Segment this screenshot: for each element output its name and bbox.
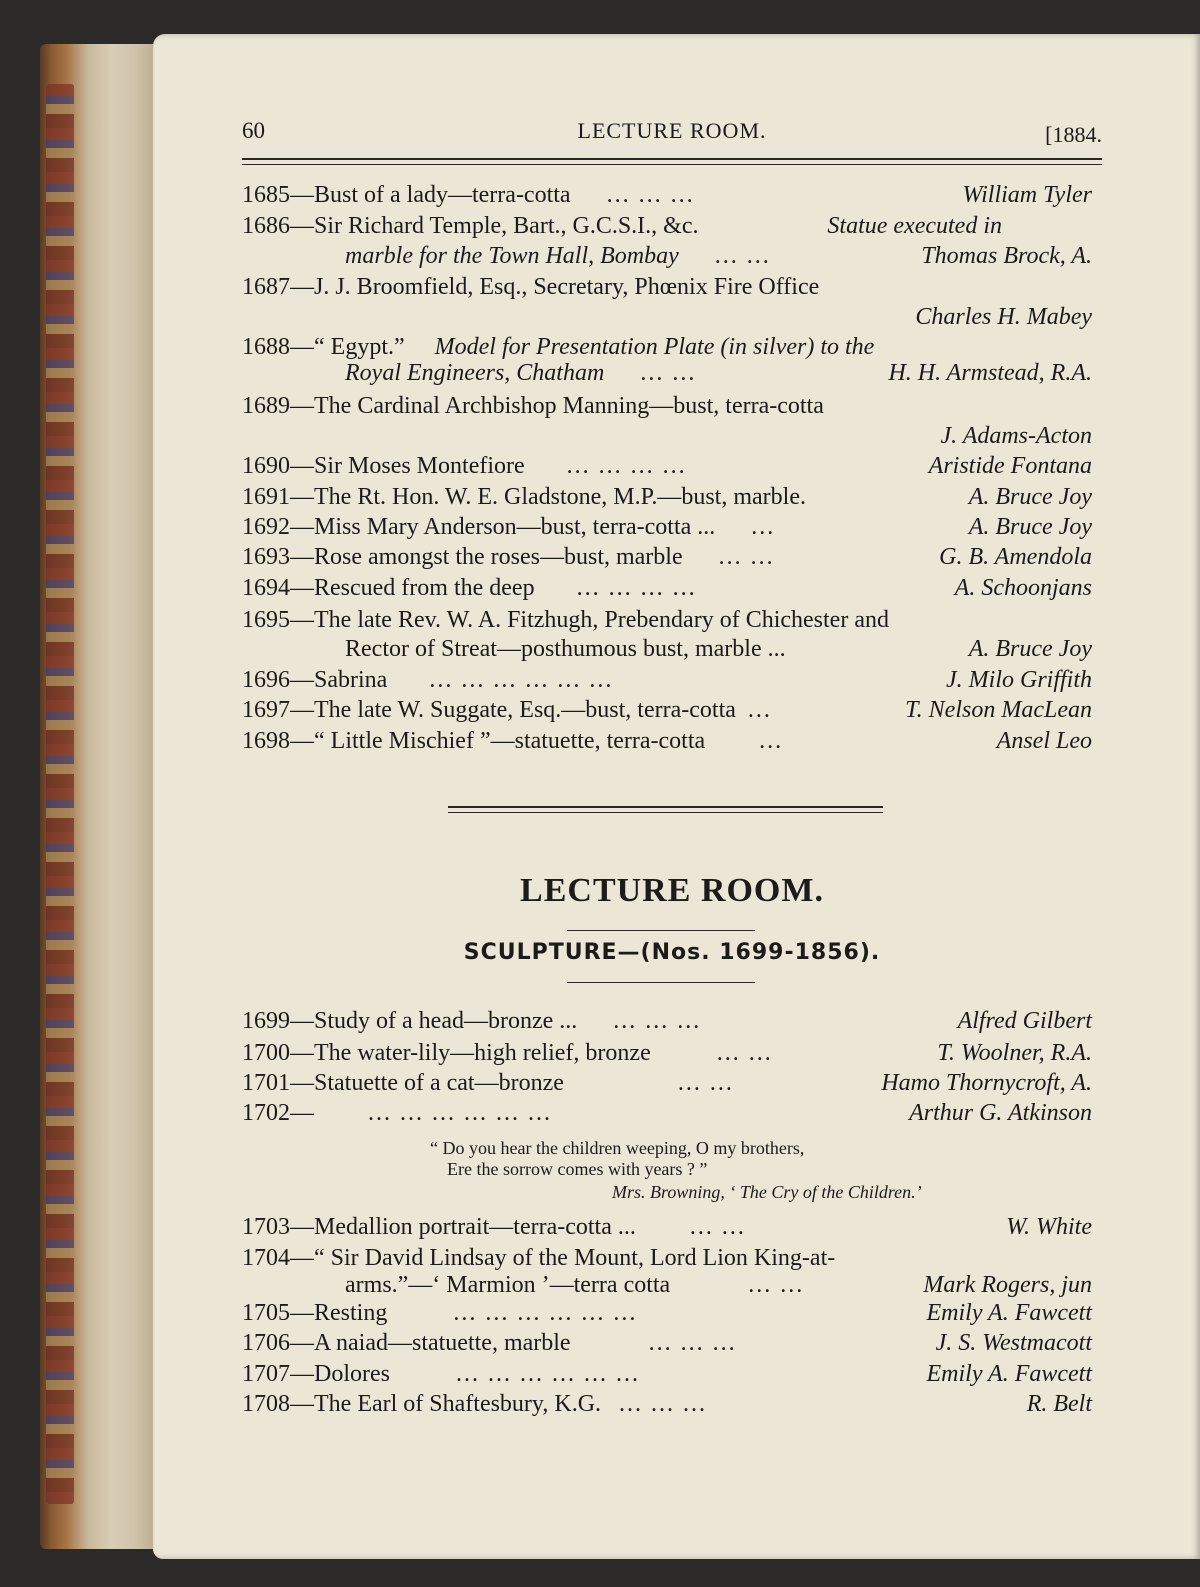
- header-rule: [242, 158, 1102, 160]
- entry-1705: [242, 1298, 1092, 1328]
- artist-name: Emily A. Fawcett: [926, 1300, 1092, 1326]
- section-subtitle: SCULPTURE—(Nos. 1699-1856).: [463, 940, 881, 965]
- entry-title: 1702—: [242, 1100, 314, 1126]
- page-number: 60: [242, 118, 265, 143]
- leader-dots: ... ... ... ... ... ...: [455, 1361, 640, 1387]
- entry-1693: [242, 542, 1092, 572]
- entry-title: 1704—“ Sir David Lindsay of the Mount, Lord Lion King-at-: [242, 1245, 836, 1271]
- leader-dots: ... ... ...: [619, 1391, 708, 1417]
- leader-dots: ...: [759, 728, 784, 754]
- running-head: [242, 118, 1102, 150]
- entry-1688-cont: [345, 358, 1092, 388]
- artist-name: Aristide Fontana: [928, 453, 1092, 479]
- entry-title: 1685—Bust of a lady—terra-cotta: [242, 182, 571, 208]
- quote-line-2: Ere the sorrow comes with years ? ”: [447, 1159, 708, 1179]
- header-rule-thin: [242, 164, 1102, 165]
- artist-name: Emily A. Fawcett: [926, 1361, 1092, 1387]
- leader-dots: ... ... ... ... ... ...: [453, 1300, 638, 1326]
- artist-name: Arthur G. Atkinson: [909, 1100, 1092, 1126]
- entry-title: 1697—The late W. Suggate, Esq.—bust, terra-cotta: [242, 697, 736, 723]
- leader-dots: ... ...: [716, 1040, 773, 1066]
- entry-title: 1694—Rescued from the deep: [242, 575, 535, 601]
- leader-dots: ... ... ...: [606, 182, 695, 208]
- artist-name: H. H. Armstead, R.A.: [888, 360, 1092, 386]
- quote-line-1: “ Do you hear the children weeping, O my brothers,: [430, 1138, 805, 1158]
- entry-title: 1686—Sir Richard Temple, Bart., G.C.S.I., &c.: [242, 213, 699, 239]
- entry-1707: [242, 1359, 1092, 1389]
- entry-1706: [242, 1328, 1092, 1358]
- artist-name: A. Bruce Joy: [968, 636, 1092, 662]
- entry-1701: [242, 1068, 1092, 1098]
- entry-1691: [242, 482, 1092, 512]
- entry-1703: [242, 1212, 1092, 1242]
- entry-1704: [242, 1243, 1092, 1273]
- entry-1686: [242, 211, 1092, 241]
- entry-title: 1691—The Rt. Hon. W. E. Gladstone, M.P.—bust, marble.: [242, 484, 806, 510]
- artist-name: William Tyler: [962, 182, 1092, 208]
- subtitle-rule: [567, 982, 755, 983]
- entry-title: 1695—The late Rev. W. A. Fitzhugh, Prebendary of Chichester and: [242, 607, 889, 633]
- entry-title: 1701—Statuette of a cat—bronze: [242, 1070, 564, 1096]
- entry-note: Royal Engineers, Chatham: [345, 360, 605, 386]
- artist-name: G. B. Amendola: [939, 544, 1092, 570]
- leader-dots: ... ...: [689, 1214, 746, 1240]
- section-rule-thin: [448, 812, 883, 813]
- leader-dots: ... ... ...: [648, 1330, 737, 1356]
- entry-title: 1698—“ Little Mischief ”—statuette, terra-cotta: [242, 728, 706, 754]
- entry-title: 1700—The water-lily—high relief, bronze: [242, 1040, 651, 1066]
- artist-name: T. Nelson MacLean: [905, 697, 1092, 723]
- entry-note: Statue executed in: [827, 213, 1002, 239]
- artist-name: R. Belt: [1026, 1391, 1092, 1417]
- leader-dots: ... ... ... ...: [576, 575, 697, 601]
- leader-dots: ... ... ... ... ... ...: [429, 667, 614, 693]
- entry-1698: [242, 726, 1092, 756]
- section-rule-thick: [448, 806, 883, 808]
- entry-1696: [242, 665, 1092, 695]
- leader-dots: ... ...: [640, 360, 697, 386]
- entry-title: 1708—The Earl of Shaftesbury, K.G.: [242, 1391, 602, 1417]
- entry-1704-cont: [345, 1270, 1092, 1300]
- leader-dots: ... ... ... ... ... ...: [368, 1100, 552, 1126]
- entry-1692: [242, 512, 1092, 542]
- title-rule: [567, 930, 755, 931]
- leader-dots: ... ... ... ...: [566, 453, 687, 479]
- entry-title: 1693—Rose amongst the roses—bust, marble: [242, 544, 683, 570]
- section-title: LECTURE ROOM.: [520, 872, 824, 909]
- leader-dots: ...: [751, 514, 776, 540]
- entry-title: Rector of Streat—posthumous bust, marble ...: [345, 636, 786, 662]
- entry-note: marble for the Town Hall, Bombay: [345, 243, 679, 269]
- year: [1884.: [1045, 122, 1102, 147]
- artist-name: T. Woolner, R.A.: [937, 1040, 1092, 1066]
- entry-title: 1687—J. J. Broomfield, Esq., Secretary, Phœnix Fire Office: [242, 274, 820, 300]
- leader-dots: ... ...: [677, 1070, 734, 1096]
- entry-1687: [242, 272, 1092, 302]
- artist-name: W. White: [1006, 1214, 1092, 1240]
- artist-name: Ansel Leo: [996, 728, 1092, 754]
- leader-dots: ...: [747, 697, 772, 723]
- entry-title: 1690—Sir Moses Montefiore: [242, 453, 525, 479]
- leader-dots: ... ...: [714, 243, 771, 269]
- artist-name: A. Bruce Joy: [968, 484, 1092, 510]
- book-edge: [40, 44, 160, 1549]
- entry-1685: [242, 180, 1092, 210]
- entry-1697: [242, 695, 1092, 725]
- leader-dots: ... ... ...: [613, 1008, 702, 1034]
- entry-1686-cont: [345, 241, 1092, 271]
- leader-dots: ... ...: [748, 1272, 805, 1298]
- entry-title: 1689—The Cardinal Archbishop Manning—bust, terra-cotta: [242, 393, 824, 419]
- entry-title: 1707—Dolores: [242, 1361, 390, 1387]
- entry-1695-cont: [345, 634, 1092, 664]
- entry-1687-artist: [242, 302, 1092, 332]
- entry-title: 1705—Resting: [242, 1300, 388, 1326]
- entry-1689-artist: [242, 421, 1092, 451]
- entry-1695: [242, 605, 1092, 635]
- artist-name: A. Bruce Joy: [968, 514, 1092, 540]
- artist-name: J. S. Westmacott: [935, 1330, 1092, 1356]
- entry-note: Model for Presentation Plate (in silver) to the: [434, 334, 875, 360]
- marbled-edge: [46, 84, 74, 1504]
- entry-title: 1703—Medallion portrait—terra-cotta ...: [242, 1214, 636, 1240]
- artist-name: Hamo Thornycroft, A.: [881, 1070, 1092, 1096]
- entry-title: 1706—A naiad—statuette, marble: [242, 1330, 571, 1356]
- entry-1708: [242, 1389, 1092, 1419]
- artist-name: Alfred Gilbert: [957, 1008, 1092, 1034]
- entry-title: 1696—Sabrina: [242, 667, 388, 693]
- artist-name: Mark Rogers, jun: [923, 1272, 1092, 1298]
- artist-name: A. Schoonjans: [954, 575, 1092, 601]
- entry-1699: [242, 1006, 1092, 1036]
- entry-1694: [242, 573, 1092, 603]
- entry-1700: [242, 1038, 1092, 1068]
- quote-attribution: Mrs. Browning, ‘ The Cry of the Children.’: [612, 1182, 922, 1202]
- entry-title: 1699—Study of a head—bronze ...: [242, 1008, 578, 1034]
- artist-name: Charles H. Mabey: [915, 304, 1092, 330]
- entry-1690: [242, 451, 1092, 481]
- entry-1702: [242, 1098, 1092, 1128]
- running-title: LECTURE ROOM.: [577, 118, 767, 143]
- artist-name: J. Milo Griffith: [946, 667, 1092, 693]
- entry-title: arms.”—‘ Marmion ’—terra cotta: [345, 1272, 671, 1298]
- artist-name: J. Adams-Acton: [940, 423, 1092, 449]
- entry-1689: [242, 391, 1092, 421]
- entry-title: 1688—“ Egypt.”: [242, 334, 405, 360]
- entry-title: 1692—Miss Mary Anderson—bust, terra-cotta ...: [242, 514, 716, 540]
- leader-dots: ... ...: [718, 544, 775, 570]
- artist-name: Thomas Brock, A.: [921, 243, 1092, 269]
